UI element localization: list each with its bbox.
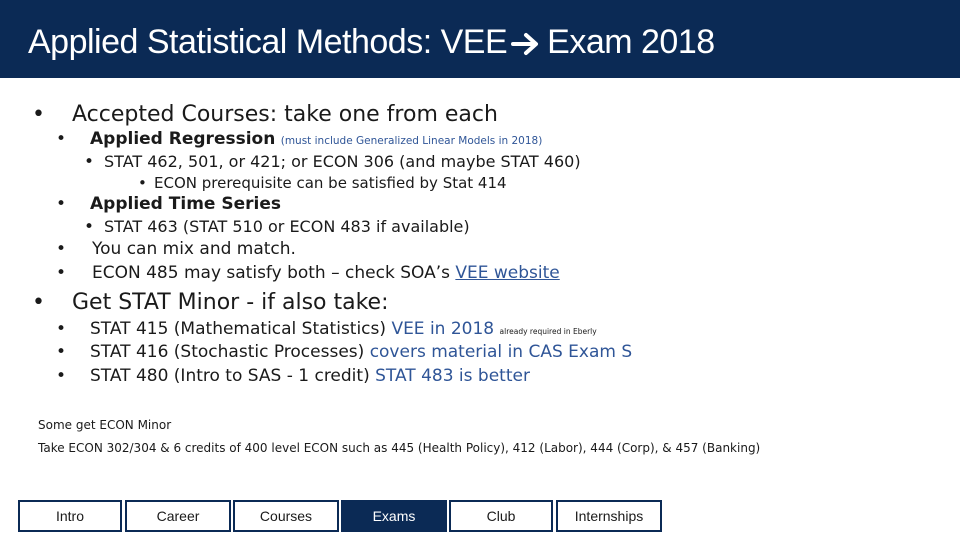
bullet: • [32,290,45,315]
vee-website-link[interactable]: VEE website [455,263,560,283]
title-left: Applied Statistical Methods: VEE [28,23,508,61]
econ-minor-note: Some get ECON Minor [38,418,172,432]
bullet: • [84,152,95,172]
regression-title: Applied Regression [90,129,276,149]
arrow-right-icon [511,31,541,57]
time-series-courses: STAT 463 (STAT 510 or ECON 483 if available) [104,217,470,236]
stat480-text: STAT 480 (Intro to SAS - 1 credit) [90,366,370,386]
regression-courses: STAT 462, 501, or 421; or ECON 306 (and maybe STAT 460) [104,152,581,171]
stat416-cas: covers material in CAS Exam S [369,342,633,362]
bullet: • [56,239,67,259]
accepted-heading: Accepted Courses: take one from each [72,102,498,127]
regression-line [90,129,542,149]
nav-intro-button[interactable]: Intro [18,500,122,532]
minor-heading: Get STAT Minor - if also take: [72,290,389,315]
bullet: • [84,217,95,237]
bullet: • [32,102,45,127]
page-title [28,20,715,64]
nav-internships-button[interactable]: Internships [556,500,662,532]
stat480-better: STAT 483 is better [375,366,530,386]
nav-club-button[interactable]: Club [449,500,553,532]
stat416-line [90,342,632,362]
mix-match: You can mix and match. [92,239,296,259]
bullet: • [56,342,67,362]
bullet: • [56,319,67,339]
stat415-vee: VEE in 2018 [391,319,495,339]
bullet: • [56,366,67,386]
econ485-line [92,263,560,283]
bullet: • [56,194,67,214]
stat415-text: STAT 415 (Mathematical Statistics) [90,319,387,339]
stat415-line [90,319,597,339]
time-series-title: Applied Time Series [90,194,281,214]
stat480-line [90,366,530,386]
econ-take-note: Take ECON 302/304 & 6 credits of 400 level ECON such as 445 (Health Policy), 412 (Labor), 444 (Corp), & 457 (Banking) [38,441,761,455]
regression-prereq: ECON prerequisite can be satisfied by Stat 414 [154,174,507,192]
nav-courses-button[interactable]: Courses [233,500,339,532]
econ485-text: ECON 485 may satisfy both – check SOA’s [92,263,450,283]
bullet: • [138,174,147,192]
bullet: • [56,263,67,283]
stat415-note: already required in Eberly [499,327,597,336]
regression-note: (must include Generalized Linear Models in 2018) [280,135,543,147]
nav-exams-button[interactable]: Exams [341,500,447,532]
title-right: Exam 2018 [547,23,715,61]
title-bar [0,0,960,78]
bullet: • [56,129,67,149]
nav-career-button[interactable]: Career [125,500,231,532]
bottom-nav [0,500,960,532]
stat416-text: STAT 416 (Stochastic Processes) [90,342,365,362]
